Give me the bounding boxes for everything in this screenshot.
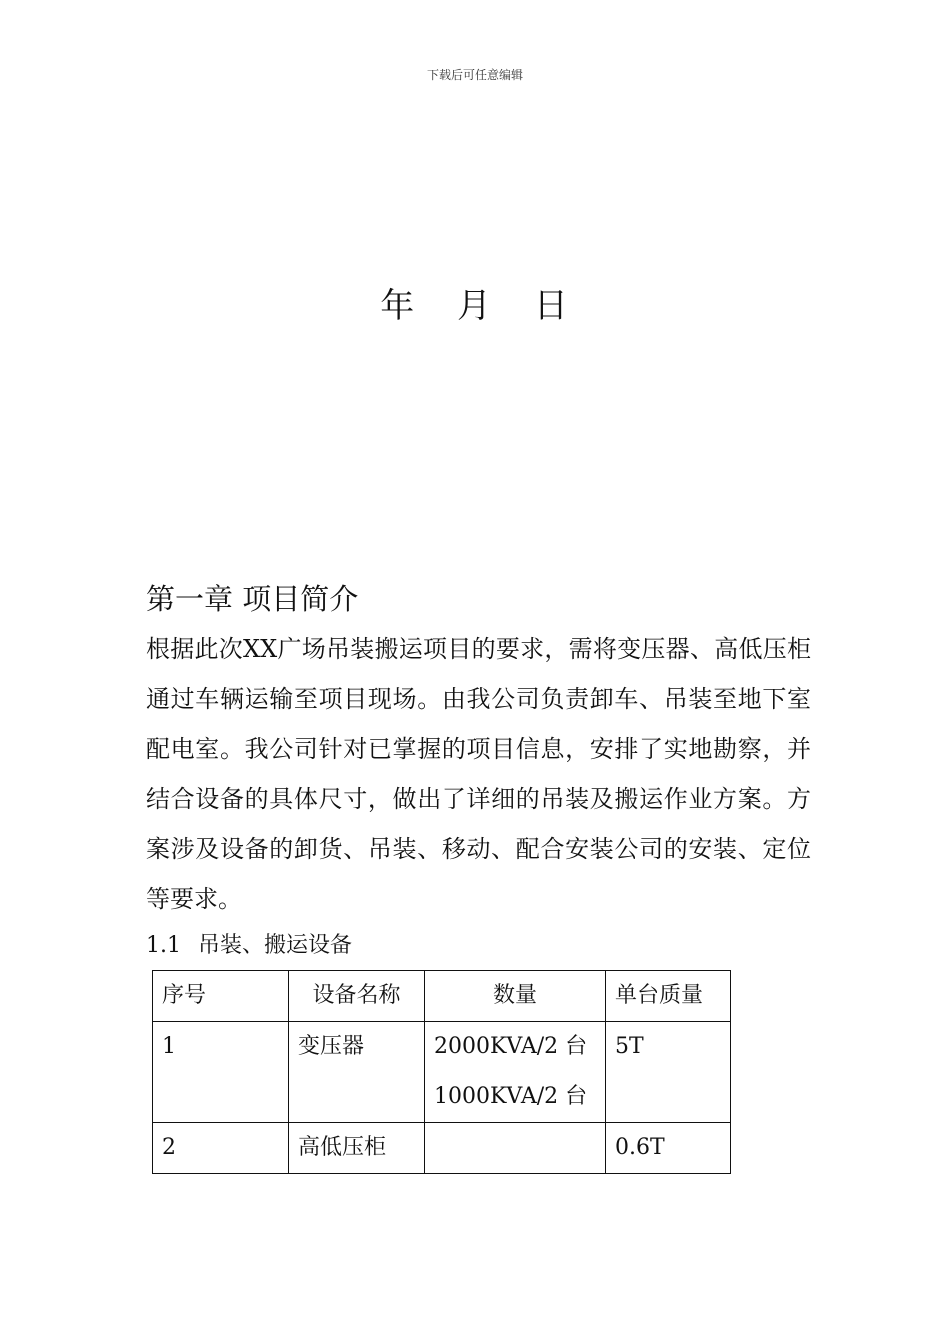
cell-name: 变压器 bbox=[289, 1022, 425, 1123]
chapter-paragraph: 根据此次XX广场吊装搬运项目的要求，需将变压器、高低压柜通过车辆运输至项目现场。由我公司负责卸车、吊装至地下室配电室。我公司针对已掌握的项目信息，安排了实地勘察，并结合设备的具体尺寸，做出了详细的吊装及搬运作业方案。方案涉及设备的卸货、吊装、移动、配合安装公司的安装、定位等要求。 bbox=[146, 635, 811, 913]
table-header-row bbox=[153, 971, 731, 1022]
cell-no: 1 bbox=[153, 1022, 289, 1123]
table-row bbox=[153, 1123, 731, 1174]
table-row bbox=[153, 1022, 731, 1123]
cell-quantity bbox=[425, 1123, 606, 1174]
day-label: 日 bbox=[533, 286, 570, 326]
cell-unit-mass: 5T bbox=[606, 1022, 731, 1123]
cell-unit-mass: 0.6T bbox=[606, 1123, 731, 1174]
quantity-line: 1000KVA/2 台 bbox=[434, 1084, 588, 1109]
section-number: 1.1 bbox=[146, 933, 181, 958]
page-header-note: 下载后可任意编辑 bbox=[426, 68, 523, 82]
column-header-no: 序号 bbox=[153, 971, 289, 1022]
cell-no: 2 bbox=[153, 1123, 289, 1174]
column-header-name: 设备名称 bbox=[289, 971, 425, 1022]
date-line bbox=[0, 278, 950, 327]
year-label: 年 bbox=[380, 286, 417, 326]
column-header-unit-mass: 单台质量 bbox=[606, 971, 731, 1022]
chapter-title: 第一章 项目简介 bbox=[146, 582, 359, 616]
section-heading bbox=[146, 928, 352, 964]
equipment-table bbox=[152, 970, 731, 1174]
month-label: 月 bbox=[457, 286, 493, 326]
quantity-line: 2000KVA/2 台 bbox=[434, 1034, 588, 1059]
column-header-quantity: 数量 bbox=[425, 971, 606, 1022]
section-title: 吊装、搬运设备 bbox=[198, 933, 353, 958]
cell-quantity bbox=[425, 1022, 606, 1123]
cell-name: 高低压柜 bbox=[289, 1123, 425, 1174]
